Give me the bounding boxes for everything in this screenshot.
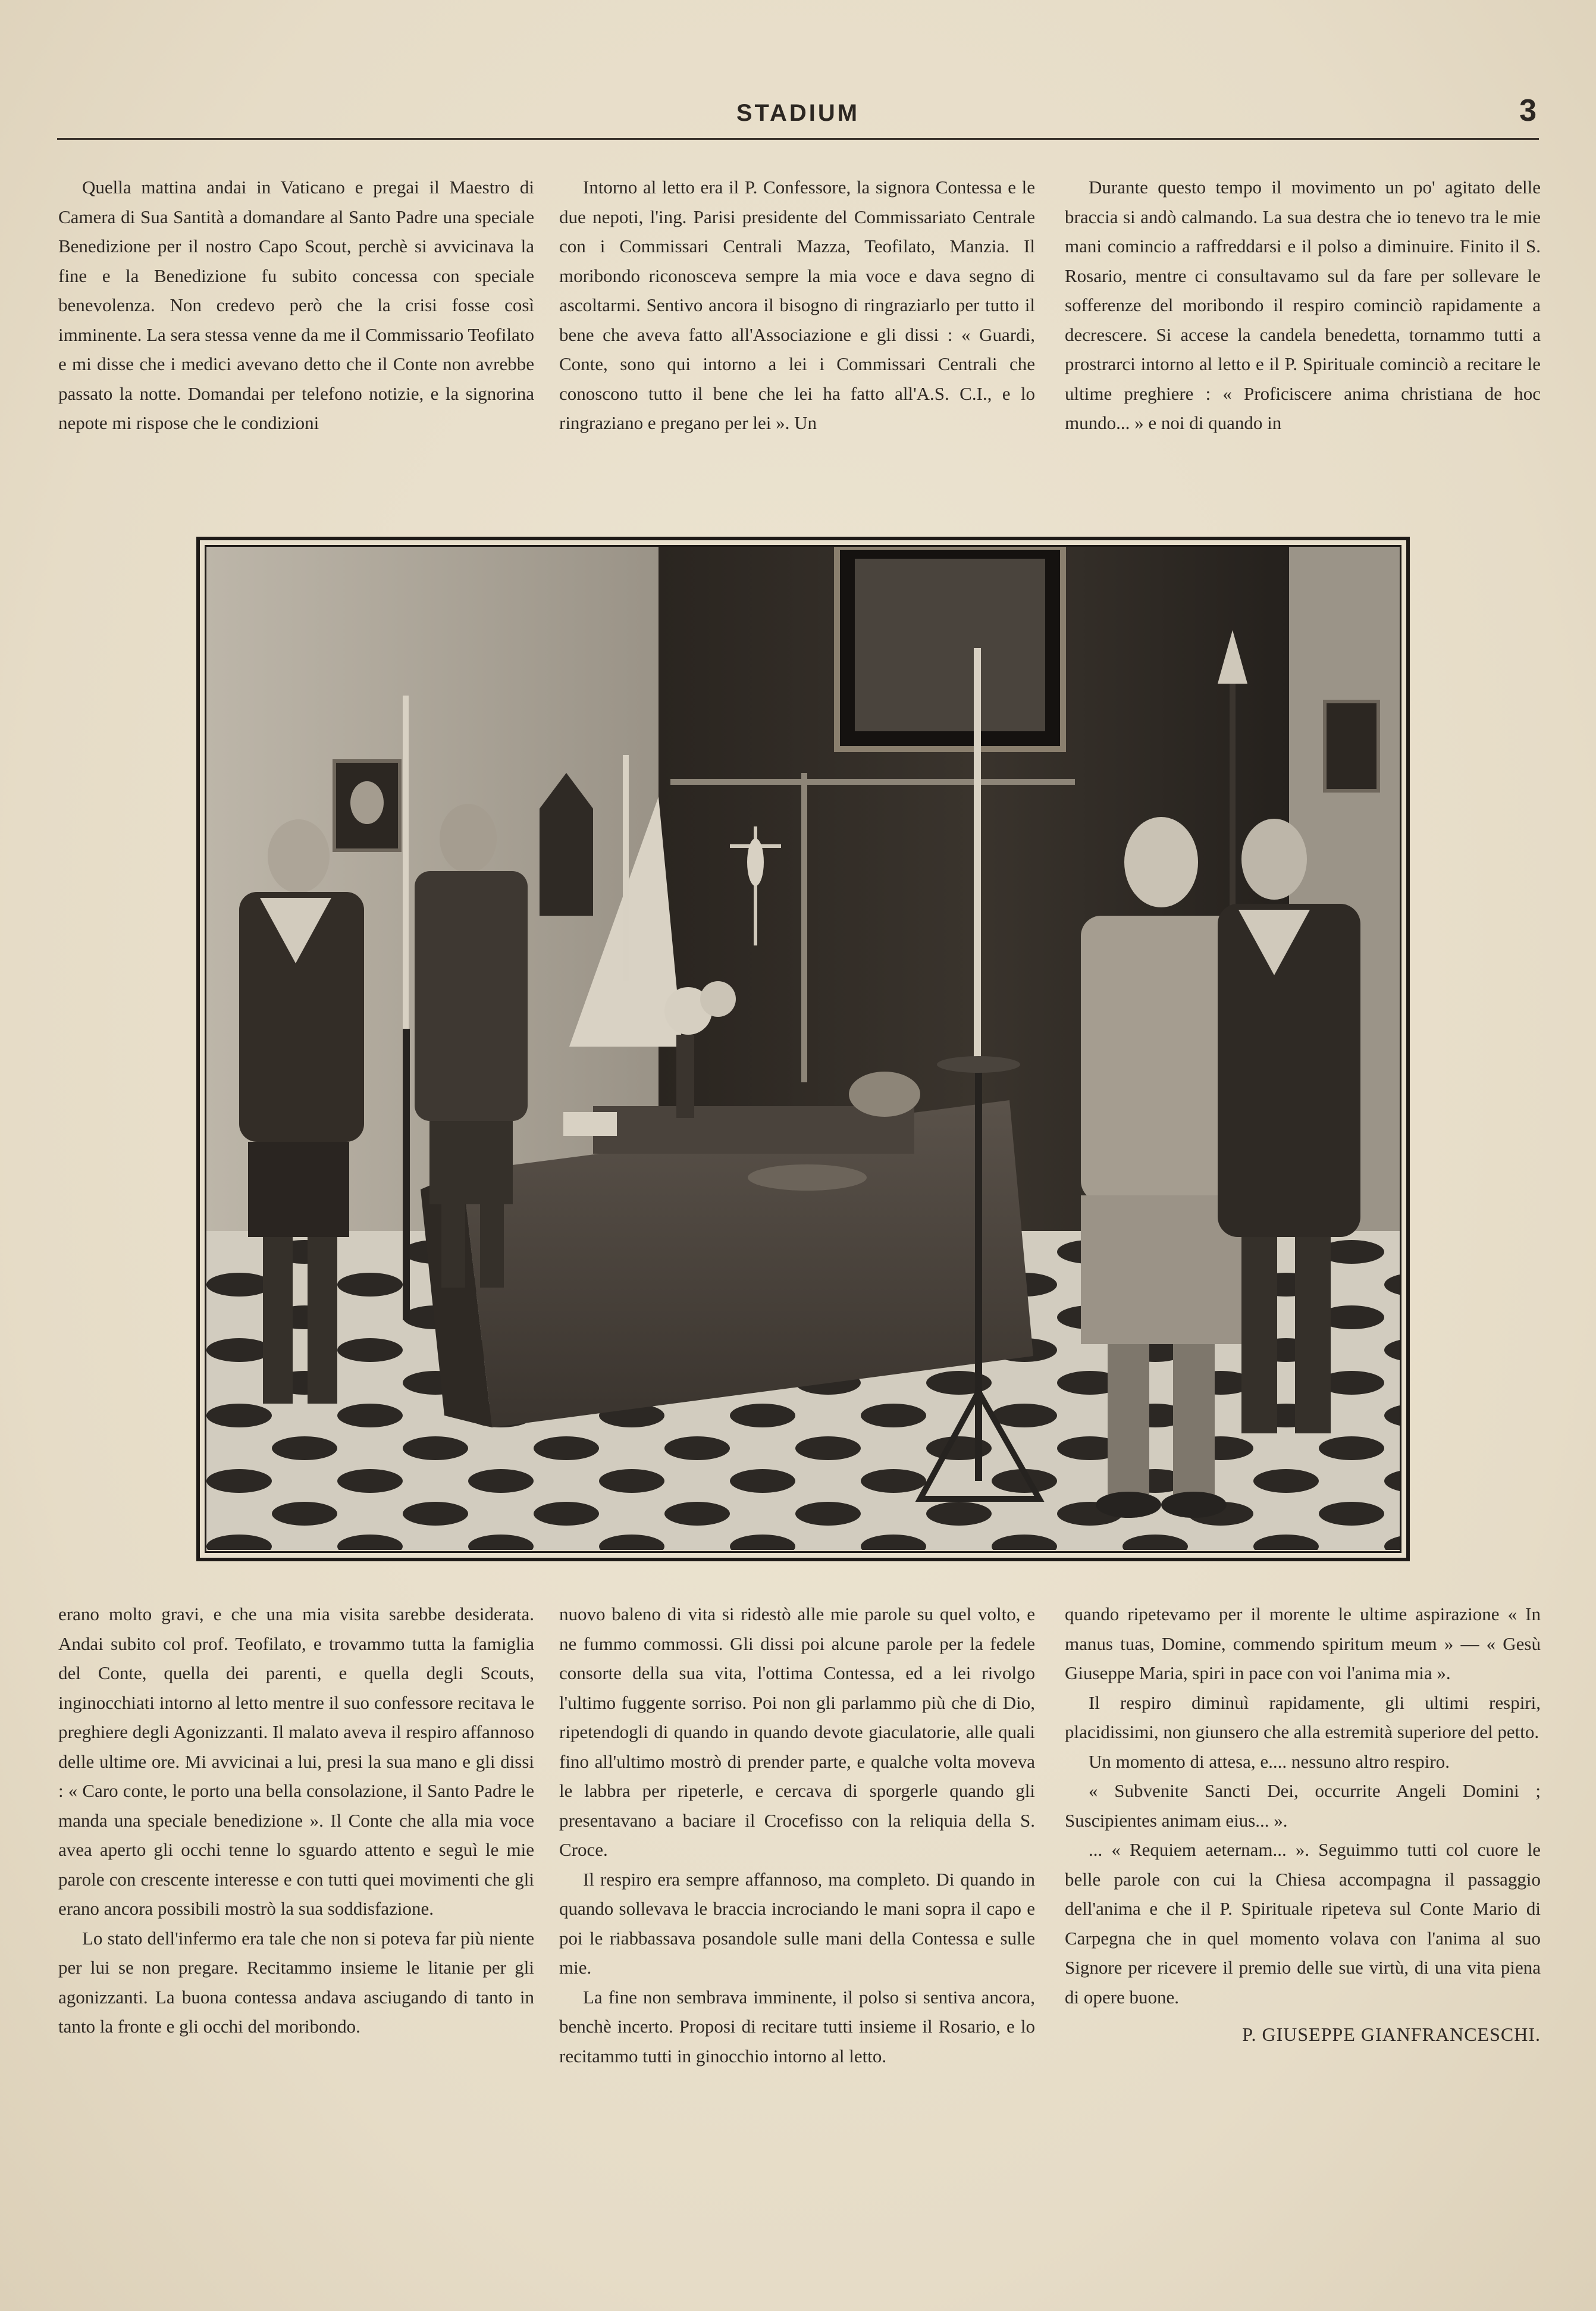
paragraph: Un momento di attesa, e.... nessuno altro respiro.: [1089, 1751, 1450, 1772]
author-signature: P. GIUSEPPE GIANFRANCESCHI.: [1242, 2024, 1541, 2045]
header-rule: [57, 138, 1539, 140]
top-column-3: [1065, 173, 1541, 438]
paragraph: Durante questo tempo il movimento un po' agitato delle braccia si andò calmando. La sua destra che io tenevo tra le mie mani comincio a raffreddarsi e il polso a diminuire. Finito il S. Rosario, mentre ci consultavamo sul da fare per sollevare le sofferenze del moribondo il respiro cominciò rapidamente a decrescere. Si accese la candela benedetta, tornammo tutti a prostrarci intorno al letto e il P. Spirituale cominciò a recitare le ultime preghiere : « Proficiscere anima christiana de hoc mundo... » e noi di quando in: [1065, 177, 1541, 433]
paragraph: Il respiro era sempre affannoso, ma completo. Di quando in quando sollevava le braccia incrociando le mani sopra il capo e poi le riabbassava posandole sulle mani della Contessa e sulle mie.: [559, 1868, 1035, 1978]
bottom-column-3: [1065, 1599, 1541, 2050]
paragraph: La fine non sembrava imminente, il polso si sentiva ancora, benchè incerto. Proposi di recitare tutti insieme il Rosario, e lo recitammo tutti in ginocchio intorno al letto.: [559, 1986, 1035, 2066]
bottom-column-1: [58, 1599, 534, 2041]
paragraph: Intorno al letto era il P. Confessore, la signora Contessa e le due nepoti, l'ing. Parisi presidente del Commissariato Centrale con i Commissari Centrali Mazza, Teofilato, Manzia. Il moribondo riconosceva sempre la mia voce e dava segno di ascoltarmi. Sentivo ancora il bisogno di ringraziarlo per tutto il bene che aveva fatto all'Associazione e gli dissi : « Guardi, Conte, sono qui intorno a lei i Commissari Centrali che conoscono tutto il bene che lei ha fatto all'A.S. C.I., e lo ringraziano e pregano per lei ». Un: [559, 177, 1035, 433]
bottom-column-2: [559, 1599, 1035, 2071]
photo-frame: [196, 537, 1410, 1561]
paragraph: nuovo baleno di vita si ridestò alle mie parole su quel volto, e ne fummo commossi. Gli dissi poi alcune parole per la fedele consorte della sua vita, l'ottima Contessa, ed a lei rivolgo l'ultimo fuggente sorriso. Poi non gli parlammo più che di Dio, ripetendogli di quando in quando devote giaculatorie, alle quali fino all'ultimo mostrò di prender parte, e qualche volta moveva le labbra per ripeterle, e cercava di sporgerle quando gli presentavano a baciare il Crocefisso con la reliquia della S. Croce.: [559, 1604, 1035, 1860]
paragraph: Il respiro diminuì rapidamente, gli ultimi respiri, placidissimi, non giunsero che alla estremità superiore del petto.: [1065, 1692, 1541, 1742]
paragraph: Quella mattina andai in Vaticano e pregai il Maestro di Camera di Sua Santità a domandare al Santo Padre una speciale Benedizione per il nostro Capo Scout, perchè si avvicinava la fine e la Benedizione fu subito concessa con speciale benevolenza. Non credevo però che la crisi fosse così imminente. La sera stessa venne da me il Commissario Teofilato e mi disse che i medici avevano detto che il Conte non avrebbe passato la notte. Domandai per telefono notizie, e la signorina nepote mi rispose che le condizioni: [58, 177, 534, 433]
funeral-scene-photo: [206, 547, 1401, 1550]
paragraph: erano molto gravi, e che una mia visita sarebbe desiderata. Andai subito col prof. Teofilato, e trovammo tutta la famiglia del Conte, quella dei parenti, e quella degli Scouts, inginocchiati intorno al letto mentre il suo confessore recitava le preghiere degli Agonizzanti. Il malato aveva il respiro affannoso delle ultime ore. Mi avvicinai a lui, presi la sua mano e gli dissi : « Caro conte, le porto una bella consolazione, il Santo Padre le manda una speciale benedizione ». Il Conte che alla mia voce avea aperto gli occhi tenne lo sguardo attento e seguì le mie parole con crescente interesse e con tutti quei movimenti che gli erano ancora possibili mostrò la sua soddisfazione.: [58, 1604, 534, 1919]
page-number: 3: [1519, 93, 1537, 128]
photograph: [205, 545, 1401, 1553]
paragraph: quando ripetevamo per il morente le ultime aspirazione « In manus tuas, Domine, commendo spiritum meum » — « Gesù Giuseppe Maria, spiri in pace con voi l'anima mia ».: [1065, 1604, 1541, 1683]
top-column-1: [58, 173, 534, 438]
masthead: STADIUM: [736, 100, 860, 126]
paragraph: ... « Requiem aeternam... ». Seguimmo tutti col cuore le belle parole con cui la Chiesa accompagna il passaggio dell'anima e che il P. Spirituale ripeteva sul Conte Mario di Carpegna che in quel momento volava con l'anima al suo Signore per ricevere il premio delle sue virtù, di una vita piena di opere buone.: [1065, 1839, 1541, 2008]
top-column-2: [559, 173, 1035, 438]
paragraph: « Subvenite Sancti Dei, occurrite Angeli Domini ; Suscipientes animam eius... ».: [1065, 1780, 1541, 1831]
paragraph: Lo stato dell'infermo era tale che non si poteva far più niente per lui se non pregare. Recitammo insieme le litanie per gli agonizzanti. La buona contessa andava asciugando di tanto in tanto la fronte e gli occhi del moribondo.: [58, 1927, 534, 2037]
